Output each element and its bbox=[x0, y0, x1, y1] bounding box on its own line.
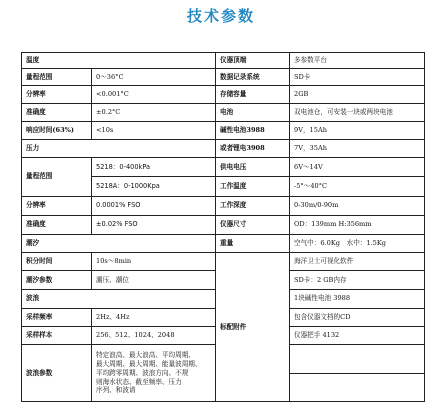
table-row bbox=[22, 215, 425, 234]
param-value: ±0.02% FSO bbox=[92, 215, 216, 234]
page-title: 技术参数 bbox=[186, 7, 255, 25]
wave-params-line: 特定浪高、最大浪高、平均周期、 bbox=[96, 350, 195, 359]
param-label: 采样频率 bbox=[22, 308, 92, 326]
param-label: 响应时间(63%) bbox=[22, 121, 92, 139]
param-label: 准确度 bbox=[22, 215, 92, 234]
accessory-item-empty bbox=[290, 373, 425, 401]
wave-params-value bbox=[92, 345, 216, 402]
accessory-item-empty bbox=[290, 345, 425, 373]
accessory-item: 海洋卫士可视化软件 bbox=[290, 253, 425, 271]
accessory-item: 仪器把手 4132 bbox=[290, 327, 425, 345]
param-value: 空气中：6.0Kg 水中：1.5Kg bbox=[290, 235, 425, 253]
param-value: 2GB bbox=[290, 86, 425, 103]
param-value: 9V，15Ah bbox=[290, 121, 425, 139]
section-tide: 潮汐 bbox=[22, 235, 216, 253]
param-label: 或者锂电3908 bbox=[216, 139, 290, 157]
accessory-item: SD卡：2 GB内存 bbox=[290, 271, 425, 289]
param-label: 存储容量 bbox=[216, 86, 290, 103]
param-value: OD：139mm H:356mm bbox=[290, 215, 425, 234]
table-row bbox=[22, 53, 425, 69]
accessory-item: 1块碱性电池 3988 bbox=[290, 289, 425, 308]
param-label: 潮汐参数 bbox=[22, 271, 92, 289]
param-label: 电池 bbox=[216, 103, 290, 121]
param-label: 仪器顶端 bbox=[216, 53, 290, 69]
param-label: 量程范围 bbox=[22, 69, 92, 86]
param-label: 工作温度 bbox=[216, 177, 290, 196]
param-value: SD卡 bbox=[290, 69, 425, 86]
param-value: 0.0001% FSO bbox=[92, 196, 216, 215]
param-value: ±0.2°C bbox=[92, 103, 216, 121]
param-value: 5218A：0-1000Kpa bbox=[92, 177, 216, 196]
wave-params-line: 则海水状态、截至频率、压力 bbox=[96, 377, 182, 386]
param-label: 工作深度 bbox=[216, 196, 290, 215]
param-value: 256、512、1024、2048 bbox=[92, 327, 216, 345]
accessory-item: 包含仪器文档的CD bbox=[290, 308, 425, 326]
param-label: 准确度 bbox=[22, 103, 92, 121]
table-row bbox=[22, 103, 425, 121]
table-row bbox=[22, 86, 425, 103]
param-value: 7V，35Ah bbox=[290, 139, 425, 157]
param-label: 数据记录系统 bbox=[216, 69, 290, 86]
param-value: -5°～40°C bbox=[290, 177, 425, 196]
param-value: 0～36°C bbox=[92, 69, 216, 86]
param-value: <0.001°C bbox=[92, 86, 216, 103]
table-row bbox=[22, 121, 425, 139]
param-value: <10s bbox=[92, 121, 216, 139]
table-row bbox=[22, 139, 425, 157]
param-label: 波浪参数 bbox=[22, 345, 92, 402]
table-row bbox=[22, 253, 425, 271]
param-value: 5218：0-400kPa bbox=[92, 158, 216, 177]
table-row bbox=[22, 69, 425, 86]
param-value: 多参数平台 bbox=[290, 53, 425, 69]
param-label: 碱性电池3988 bbox=[216, 121, 290, 139]
wave-params-line: 最大周期、最大周期、能量波周期、 bbox=[96, 359, 202, 368]
table-row bbox=[22, 158, 425, 177]
param-label: 量程范围 bbox=[22, 158, 92, 196]
spec-table bbox=[21, 52, 425, 402]
param-value: 6V～14V bbox=[290, 158, 425, 177]
section-temperature: 温度 bbox=[22, 53, 216, 69]
accessories-label: 标配附件 bbox=[216, 253, 290, 402]
param-label: 采样样本 bbox=[22, 327, 92, 345]
param-value: 2Hz、4Hz bbox=[92, 308, 216, 326]
param-label: 供电电压 bbox=[216, 158, 290, 177]
table-row bbox=[22, 235, 425, 253]
param-value: 0-30m/0-90m bbox=[290, 196, 425, 215]
wave-params-line: 序列、和波谱 bbox=[96, 386, 136, 395]
param-value: 潮压、潮位 bbox=[92, 271, 216, 289]
wave-params-line: 平均跨零周期、波浪方向、不规 bbox=[96, 368, 189, 377]
param-label: 重量 bbox=[216, 235, 290, 253]
param-value: 10s～8min bbox=[92, 253, 216, 271]
param-label: 分辨率 bbox=[22, 196, 92, 215]
param-label: 仪器尺寸 bbox=[216, 215, 290, 234]
section-pressure: 压力 bbox=[22, 139, 216, 157]
param-label: 分辨率 bbox=[22, 86, 92, 103]
param-value: 双电池仓，可安装一块或两块电池 bbox=[290, 103, 425, 121]
param-label: 积分时间 bbox=[22, 253, 92, 271]
table-row bbox=[22, 196, 425, 215]
section-wave: 波浪 bbox=[22, 289, 216, 308]
